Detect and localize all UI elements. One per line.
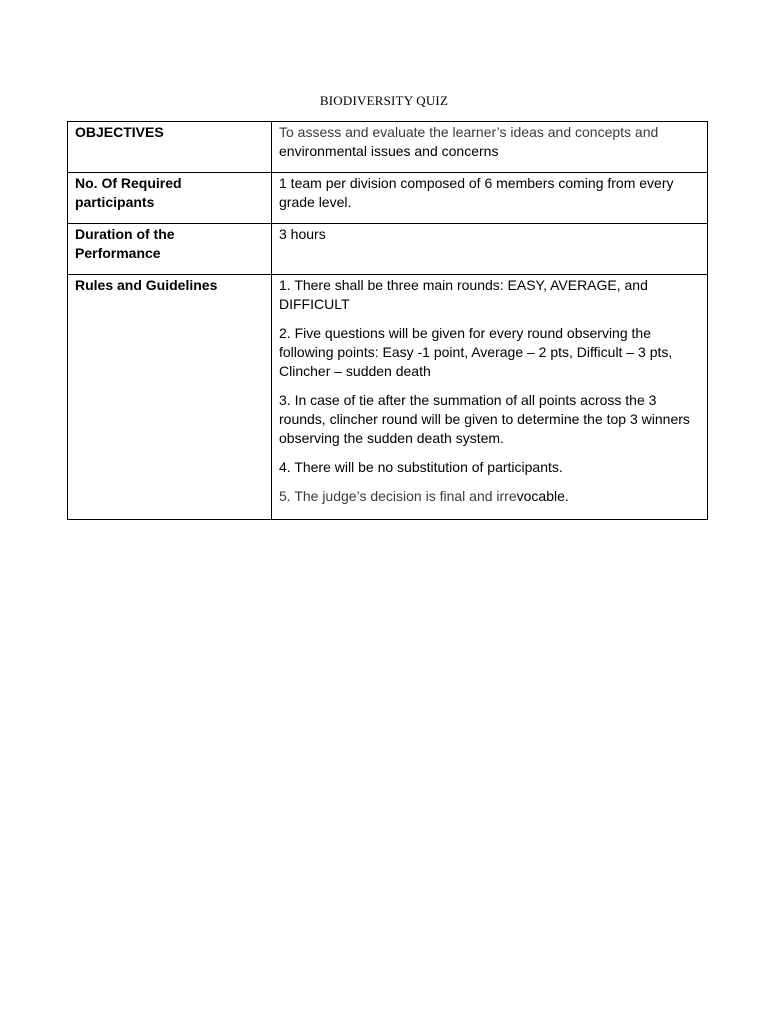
objectives-value (272, 122, 708, 173)
duration-value: 3 hours (272, 224, 708, 275)
rule-item-1: 1. There shall be three main rounds: EASY, AVERAGE, and DIFFICULT (279, 277, 648, 312)
table-row-participants (68, 173, 708, 224)
rules-label: Rules and Guidelines (68, 275, 272, 520)
table-row-objectives (68, 122, 708, 173)
participants-value: 1 team per division composed of 6 members coming from every grade level. (272, 173, 708, 224)
participants-label: No. Of Required participants (68, 173, 272, 224)
document-title: BIODIVERSITY QUIZ (319, 93, 449, 108)
rule-item-5-part1: 5. The judge’s decision is final and irre (279, 488, 517, 504)
rule-item-4: 4. There will be no substitution of participants. (279, 459, 563, 475)
rule-item-2: 2. Five questions will be given for every round observing the following points: Easy -1 point, Average – 2 pts, Difficult – 3 pts, Clincher – sudden death (279, 325, 673, 379)
rule-item-5-part2: vocable. (516, 488, 569, 504)
objectives-value-part1: To assess and evaluate the learner’s ideas and concepts and (279, 124, 659, 140)
objectives-label: OBJECTIVES (68, 122, 272, 173)
table-row-duration (68, 224, 708, 275)
rule-item-5 (279, 487, 700, 506)
table-row-rules (68, 275, 708, 520)
duration-label: Duration of the Performance (68, 224, 272, 275)
quiz-details-table (67, 121, 708, 520)
rule-item-3: 3. In case of tie after the summation of all points across the 3 rounds, clincher round will be given to determine the top 3 winners observing the sudden death system. (279, 392, 690, 446)
objectives-value-part2: environmental issues and concerns (279, 143, 499, 159)
rules-value (272, 275, 708, 520)
